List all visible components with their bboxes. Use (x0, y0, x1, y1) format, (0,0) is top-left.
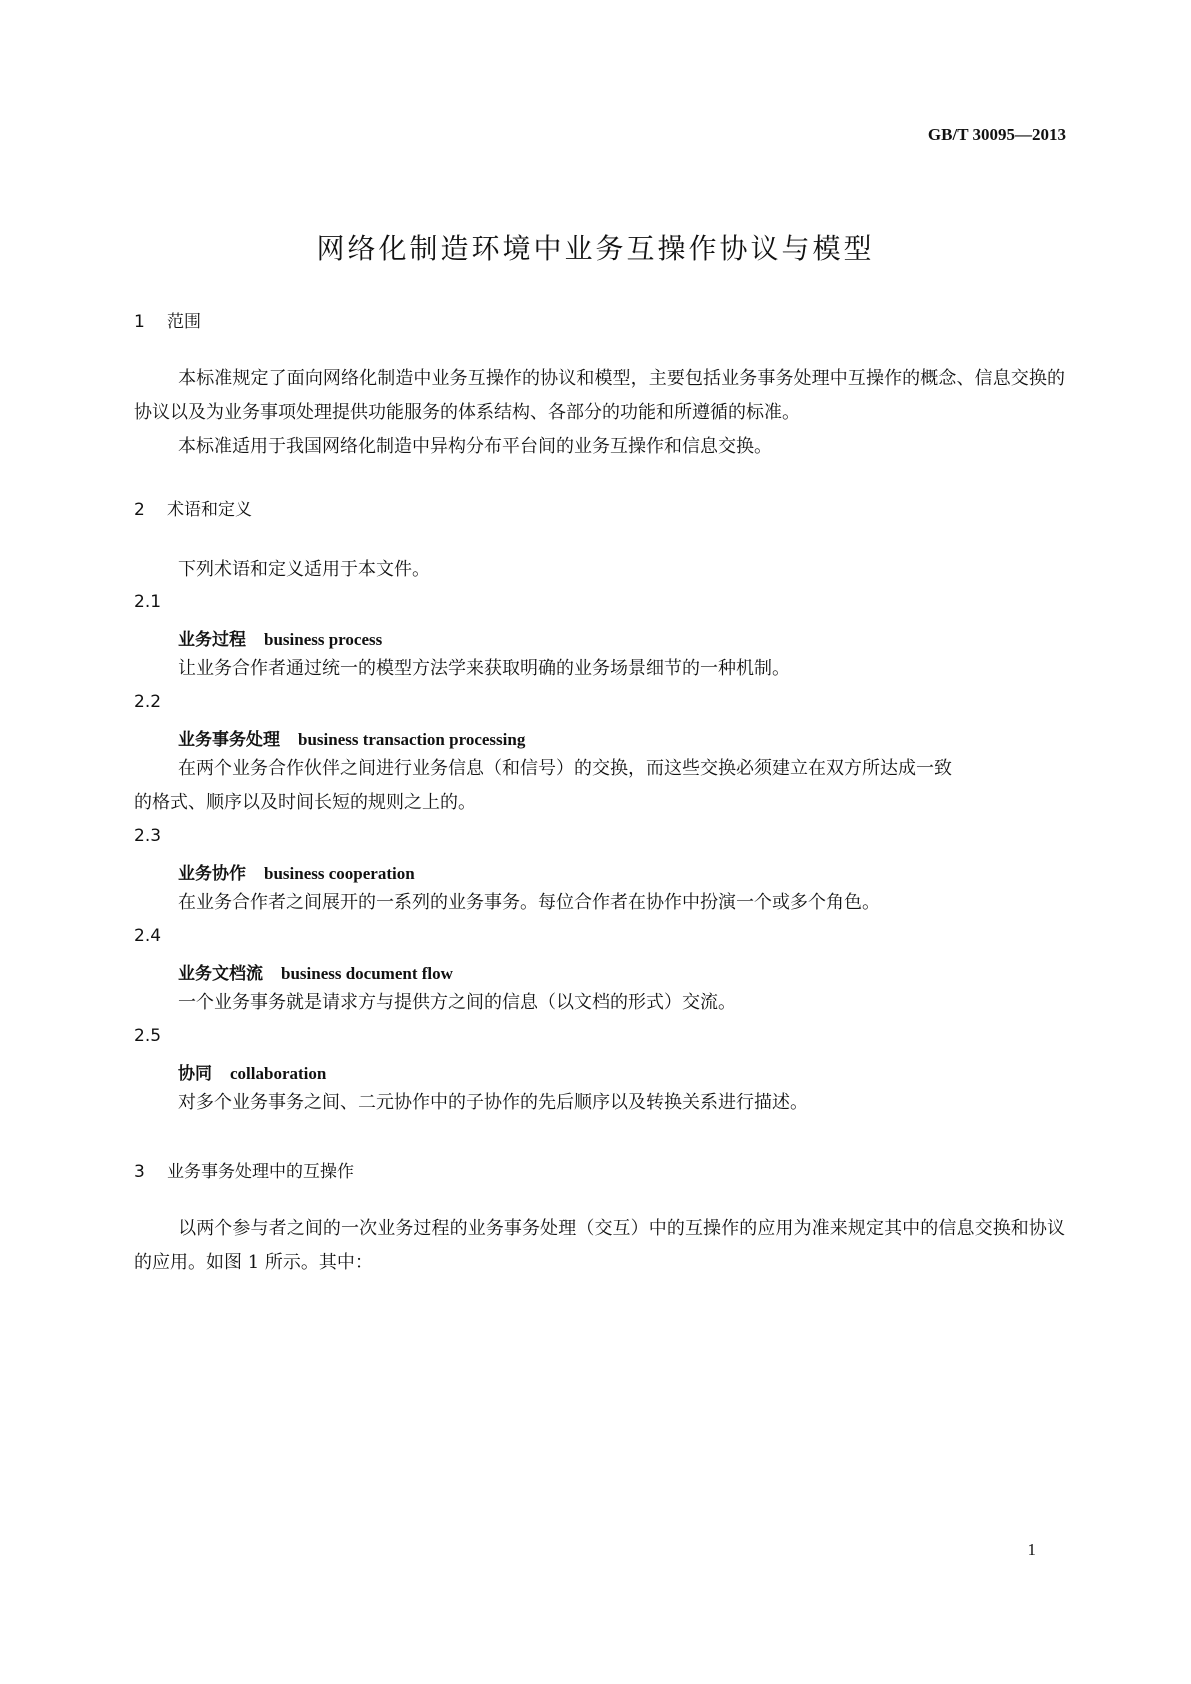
term-number: 2.1 (134, 592, 162, 612)
term-heading: 业务文档流 business document flow (178, 964, 453, 984)
section-title: 范围 (167, 312, 201, 332)
section-2-heading (134, 495, 252, 520)
section-title: 业务事务处理中的互操作 (167, 1162, 354, 1182)
term-heading: 协同 collaboration (178, 1064, 327, 1084)
term-number: 2.2 (134, 692, 162, 712)
section-1-paragraph-1: 本标准规定了面向网络化制造中业务互操作的协议和模型，主要包括业务事务处理中互操作的概念、信息交换的协议以及为业务事项处理提供功能服务的体系结构、各部分的功能和所遵循的标准。 (134, 368, 1065, 423)
page-number: 1 (1027, 1540, 1036, 1559)
section-3-paragraph-1: 以两个参与者之间的一次业务过程的业务事务处理（交互）中的互操作的应用为准来规定其中的信息交换和协议的应用。如图 1 所示。其中： (134, 1218, 1065, 1273)
section-3-heading (134, 1157, 354, 1182)
document-title: 网络化制造环境中业务互操作协议与模型 (316, 232, 875, 265)
term-definition: 让业务合作者通过统一的模型方法学来获取明确的业务场景细节的一种机制。 (178, 658, 790, 679)
term-heading: 业务事务处理 business transaction processing (178, 730, 526, 750)
section-1-paragraph-2: 本标准适用于我国网络化制造中异构分布平台间的业务互操作和信息交换。 (178, 436, 772, 457)
section-number: 3 (134, 1162, 145, 1182)
term-number: 2.3 (134, 826, 162, 846)
term-heading: 业务协作 business cooperation (178, 864, 415, 884)
term-heading: 业务过程 business process (178, 630, 383, 650)
term-definition-continued: 的格式、顺序以及时间长短的规则之上的。 (134, 792, 476, 813)
term-definition: 一个业务事务就是请求方与提供方之间的信息（以文档的形式）交流。 (178, 992, 736, 1013)
section-number: 1 (134, 312, 145, 332)
section-1-heading (134, 307, 201, 332)
term-definition: 对多个业务事务之间、二元协作中的子协作的先后顺序以及转换关系进行描述。 (178, 1092, 808, 1113)
section-number: 2 (134, 500, 145, 520)
term-definition: 在两个业务合作伙伴之间进行业务信息（和信号）的交换，而这些交换必须建立在双方所达成一致 (178, 758, 952, 779)
standard-code: GB/T 30095—2013 (927, 125, 1066, 144)
term-definition: 在业务合作者之间展开的一系列的业务事务。每位合作者在协作中扮演一个或多个角色。 (178, 892, 880, 913)
section-title: 术语和定义 (167, 500, 252, 520)
section-2-paragraph-1: 下列术语和定义适用于本文件。 (178, 559, 430, 580)
term-number: 2.5 (134, 1026, 162, 1046)
term-number: 2.4 (134, 926, 162, 946)
